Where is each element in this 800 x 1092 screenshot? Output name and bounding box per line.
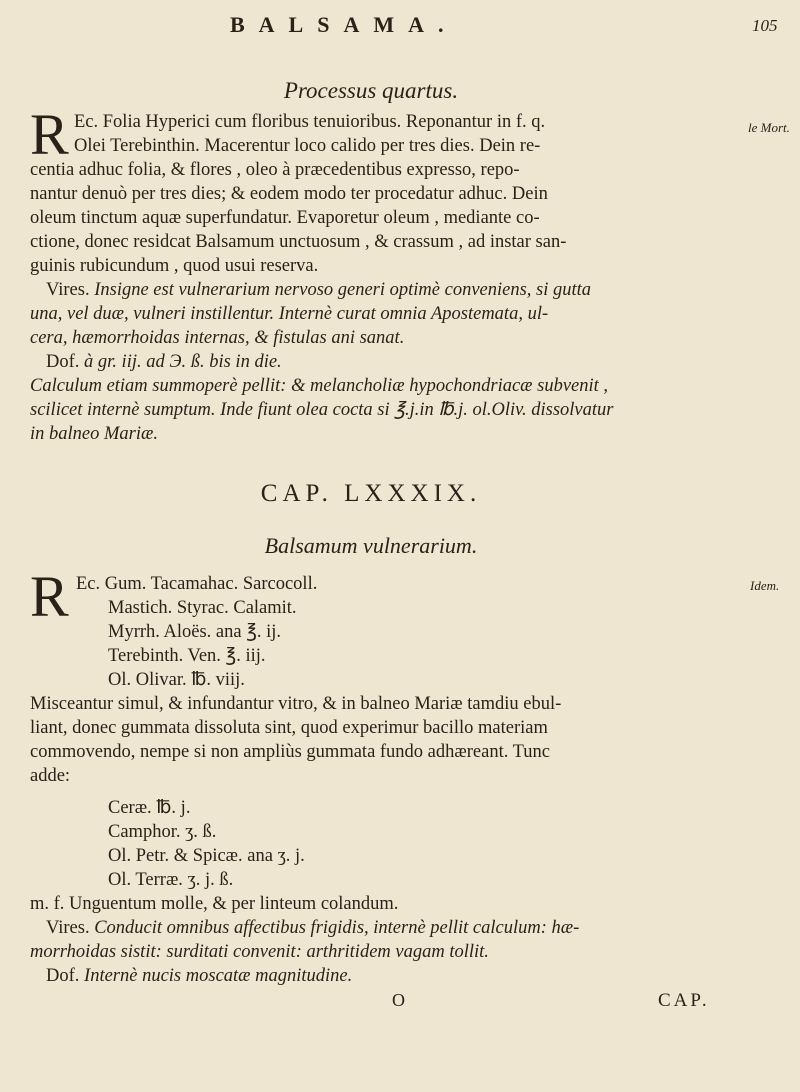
dose-text: Internè nucis moscatæ magnitudine. — [84, 966, 353, 986]
page-header — [0, 12, 800, 44]
addition-line: Ceræ. ℔. j. — [108, 798, 191, 818]
addition-line: Camphor. ʒ. ß. — [108, 822, 217, 842]
text-line: ctione, donec residcat Balsamum unctuosum , & crassum , ad instar san- — [30, 232, 567, 252]
vires-text: una, vel duæ, vulneri instillentur. Internè curat omnia Apostemata, ul- — [30, 304, 549, 324]
text-line: oleum tinctum aquæ superfundatur. Evaporetur oleum , mediante co- — [30, 208, 540, 228]
text-line: Calculum etiam summoperè pellit: & melancholiæ hypochondriacæ subvenit , — [30, 376, 609, 396]
text-line: centia adhuc folia, & flores , oleo à præcedentibus expresso, repo- — [30, 160, 520, 180]
dropcap: R — [30, 564, 69, 629]
dose-text: à gr. iij. ad Э. ß. bis in die. — [84, 352, 282, 372]
process-title: Processus quartus. — [283, 78, 459, 103]
text-line: in balneo Mariæ. — [30, 424, 158, 444]
vires-text: cera, hæmorrhoidas internas, & fistulas ani sanat. — [30, 328, 405, 348]
margin-note: Idem. — [750, 578, 780, 593]
text-line: commovendo, nempe si non ampliùs gummata fundo adhæreant. Tunc — [30, 742, 550, 762]
text-line: scilicet internè sumptum. Inde fiunt olea cocta si ℥.j.in ℔.j. ol.Oliv. dissolvatur — [30, 400, 614, 420]
text-line: liant, donec gummata dissoluta sint, quod experimur bacillo materiam — [30, 718, 548, 738]
dose-line — [46, 964, 352, 988]
text-line: adde: — [30, 766, 71, 786]
dose-label: Dof. — [46, 966, 80, 986]
chapter-heading: CAP. LXXXIX. — [260, 480, 482, 507]
text-line: nantur denuò per tres dies; & eodem modo ter procedatur adhuc. Dein — [30, 184, 548, 204]
vires-line — [46, 916, 579, 940]
text-line: m. f. Unguentum molle, & per linteum colandum. — [30, 894, 399, 914]
dropcap: R — [30, 102, 69, 167]
text-line: guinis rubicundum , quod usui reserva. — [30, 256, 319, 276]
margin-note: le Mort. — [748, 120, 790, 135]
addition-line: Ol. Petr. & Spicæ. ana ʒ. j. — [108, 846, 305, 866]
catchword: CAP. — [658, 990, 710, 1011]
chapter-title: Balsamum vulnerarium. — [264, 533, 478, 558]
vires-text: morrhoidas sistit: surditati convenit: arthritidem vagam tollit. — [30, 942, 489, 962]
dose-line — [46, 350, 282, 374]
text-line: Ec. Folia Hyperici cum floribus tenuioribus. Reponantur in f. q. — [74, 112, 546, 132]
recipe-line: Mastich. Styrac. Calamit. — [108, 598, 297, 618]
vires-label: Vires. — [46, 280, 90, 300]
dose-label: Dof. — [46, 352, 80, 372]
recipe-line: Ec. Gum. Tacamahac. Sarcocoll. — [76, 574, 318, 594]
vires-text: Conducit omnibus affectibus frigidis, internè pellit calculum: hæ- — [94, 918, 580, 938]
recipe-line: Terebinth. Ven. ℥. iij. — [108, 646, 266, 666]
recipe-line: Ol. Olivar. ℔. viij. — [108, 670, 245, 690]
text-line: Misceantur simul, & infundantur vitro, & in balneo Mariæ tamdiu ebul- — [30, 694, 562, 714]
addition-line: Ol. Terræ. ʒ. j. ß. — [108, 870, 234, 890]
vires-line — [46, 278, 591, 302]
signature-mark: O — [392, 990, 405, 1010]
text-line: Olei Terebinthin. Macerentur loco calido per tres dies. Dein re- — [74, 136, 541, 156]
page-number: 105 — [752, 16, 778, 35]
vires-text: Insigne est vulnerarium nervoso generi optimè conveniens, si gutta — [94, 280, 592, 300]
vires-label: Vires. — [46, 918, 90, 938]
recipe-line: Myrrh. Aloës. ana ℥. ij. — [108, 622, 282, 642]
running-head: BALSAMA. — [230, 12, 458, 37]
